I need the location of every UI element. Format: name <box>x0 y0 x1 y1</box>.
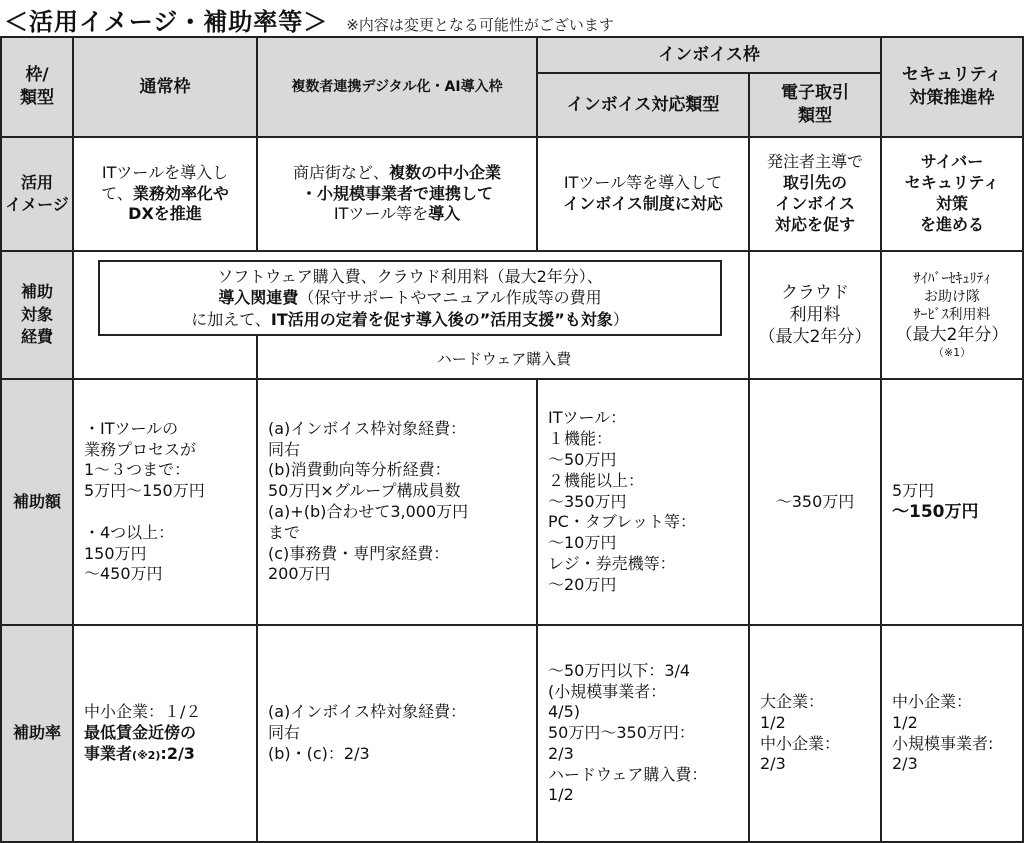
col-header-multi: 複数者連携デジタル化・AI導入枠 <box>258 38 538 138</box>
usage-invoice: ITツール等を導入して インボイス制度に対応 <box>538 138 750 252</box>
row-header-amount: 補助額 <box>2 380 74 626</box>
change-notice: ※内容は変更となる可能性がございます <box>346 16 614 34</box>
expense-edi: クラウド 利用料 （最大2年分） <box>750 252 882 380</box>
col-header-normal: 通常枠 <box>74 38 258 138</box>
col-header-invoice-group: インボイス枠 <box>538 38 882 74</box>
row-header-usage: 活用 イメージ <box>2 138 74 252</box>
usage-normal: ITツールを導入し て、業務効率化や DXを推進 <box>74 138 258 252</box>
amount-edi: ～350万円 <box>750 380 882 626</box>
amount-normal: ・ITツールの 業務プロセスが 1～３つまで： 5万円～150万円 ・4つ以上： 150万円 ～450万円 <box>74 380 258 626</box>
expense-software-box: ソフトウェア購入費、クラウド利用料（最大2年分）、 導入関連費（保守サポートやマニュアル作成等の費用 に加えて、IT活用の定着を促す導入後の”活用支援”も対象） <box>98 260 722 336</box>
page-header <box>4 2 614 34</box>
subsidy-table <box>0 36 1024 843</box>
rate-normal: 中小企業：１/２ 最低賃金近傍の 事業者(※2):2/3 <box>74 626 258 843</box>
col-header-security: セキュリティ 対策推進枠 <box>882 38 1024 138</box>
amount-multi: (a)インボイス枠対象経費： 同右 (b)消費動向等分析経費： 50万円×グループ構成員数 (a)+(b)合わせて3,000万円 まで (c)事務費・専門家経費： 200万円 <box>258 380 538 626</box>
amount-security: 5万円 ～150万円 <box>882 380 1024 626</box>
col-header-edi-type: 電子取引 類型 <box>750 74 882 138</box>
rate-invoice: ～50万円以下：3/4 (小規模事業者： 4/5) 50万円～350万円： 2/3 ハードウェア購入費： 1/2 <box>538 626 750 843</box>
usage-security: サイバー セキュリティ 対策 を進める <box>882 138 1024 252</box>
hardware-expense: ハードウェア購入費 <box>436 349 572 368</box>
row-header-expense: 補助 対象 経費 <box>2 252 74 380</box>
rate-security: 中小企業： 1/2 小規模事業者: 2/3 <box>882 626 1024 843</box>
amount-invoice: ITツール： １機能： ～50万円 ２機能以上： ～350万円 PC・タブレット等： ～10万円 レジ・券売機等： ～20万円 <box>538 380 750 626</box>
rate-multi: (a)インボイス枠対象経費： 同右 (b)・(c)：2/3 <box>258 626 538 843</box>
usage-multi: 商店街など、複数の中小企業 ・小規模事業者で連携して ITツール等を導入 <box>258 138 538 252</box>
usage-edi: 発注者主導で 取引先の インボイス 対応を促す <box>750 138 882 252</box>
col-header-kind: 枠/ 類型 <box>2 38 74 138</box>
expense-security: ｻｲﾊﾞｰｾｷｭﾘﾃｨ お助け隊 ｻｰﾋﾞｽ利用料 （最大2年分） （※1） <box>882 252 1024 380</box>
col-header-invoice-type: インボイス対応類型 <box>538 74 750 138</box>
row-header-rate: 補助率 <box>2 626 74 843</box>
rate-edi: 大企業： 1/2 中小企業： 2/3 <box>750 626 882 843</box>
page-title: ＜活用イメージ・補助率等＞ <box>4 8 329 36</box>
